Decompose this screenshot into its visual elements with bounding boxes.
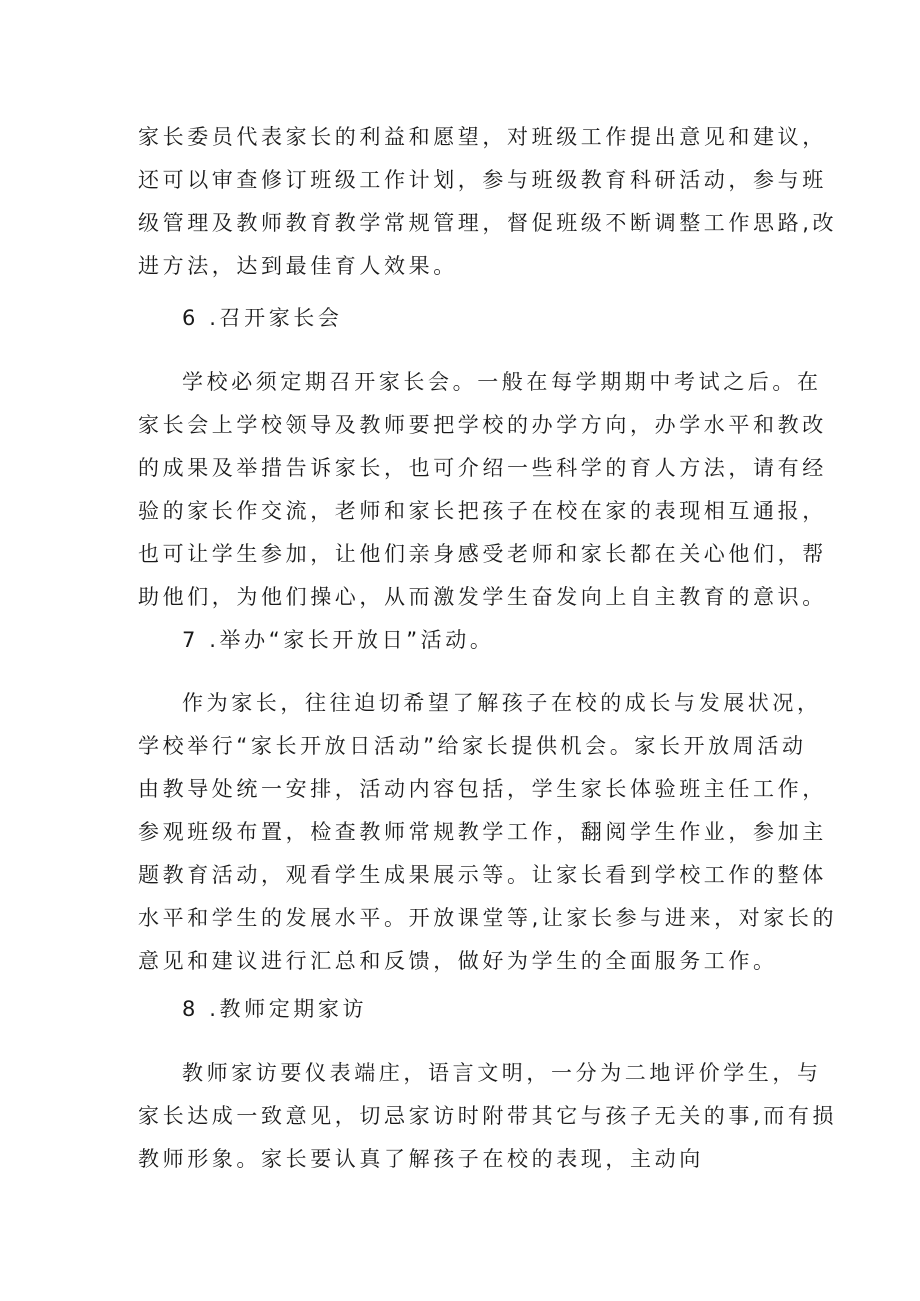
paragraph-line: 家长达成一致意见，切忌家访时附带其它与孩子无关的事,而有损 bbox=[138, 1104, 838, 1128]
paragraph-line: 学校必须定期召开家长会。一般在每学期期中考试之后。在 bbox=[182, 370, 822, 394]
paragraph-line: 由教导处统一安排，活动内容包括，学生家长体验班主任工作， bbox=[138, 777, 827, 801]
paragraph-parent-meeting bbox=[138, 361, 827, 619]
paragraph-line: 家长委员代表家长的利益和愿望，对班级工作提出意见和建议， bbox=[138, 125, 827, 149]
paragraph-line: 助他们，为他们操心，从而激发学生奋发向上自主教育的意识。 bbox=[138, 585, 827, 609]
section-heading-7: 7 .举办“家长开放日”活动。 bbox=[182, 628, 495, 652]
paragraph-line: 也可让学生参加，让他们亲身感受老师和家长都在关心他们，帮 bbox=[138, 542, 827, 566]
paragraph-line: 进方法，达到最佳育人效果。 bbox=[138, 254, 458, 278]
paragraph-open-day bbox=[138, 682, 838, 983]
paragraph-line: 意见和建议进行汇总和反馈，做好为学生的全面服务工作。 bbox=[138, 949, 778, 973]
paragraph-line: 家长会上学校领导及教师要把学校的办学方向，办学水平和教改 bbox=[138, 413, 827, 437]
paragraph-parent-committee bbox=[138, 116, 838, 288]
section-heading-8: 8 .教师定期家访 bbox=[182, 997, 368, 1021]
paragraph-line: 作为家长，往往迫切希望了解孩子在校的成长与发展状况， bbox=[182, 691, 822, 715]
paragraph-line: 的成果及举措告诉家长，也可介绍一些科学的育人方法，请有经 bbox=[138, 456, 827, 480]
paragraph-line: 验的家长作交流，老师和家长把孩子在校在家的表现相互通报， bbox=[138, 499, 827, 523]
paragraph-line: 教师形象。家长要认真了解孩子在校的表现，主动向 bbox=[138, 1147, 704, 1171]
paragraph-line: 级管理及教师教育教学常规管理，督促班级不断调整工作思路,改 bbox=[138, 211, 838, 235]
paragraph-line: 题教育活动，观看学生成果展示等。让家长看到学校工作的整体 bbox=[138, 863, 827, 887]
paragraph-line: 参观班级布置，检查教师常规教学工作，翻阅学生作业，参加主 bbox=[138, 820, 827, 844]
paragraph-home-visit bbox=[138, 1052, 838, 1181]
paragraph-line: 教师家访要仪表端庄，语言文明，一分为二地评价学生，与 bbox=[182, 1061, 822, 1085]
section-heading-6: 6 .召开家长会 bbox=[182, 306, 343, 330]
paragraph-line: 还可以审查修订班级工作计划，参与班级教育科研活动，参与班 bbox=[138, 168, 827, 192]
paragraph-line: 水平和学生的发展水平。开放课堂等,让家长参与进来，对家长的 bbox=[138, 906, 838, 930]
paragraph-line: 学校举行“家长开放日活动”给家长提供机会。家长开放周活动 bbox=[138, 734, 807, 758]
